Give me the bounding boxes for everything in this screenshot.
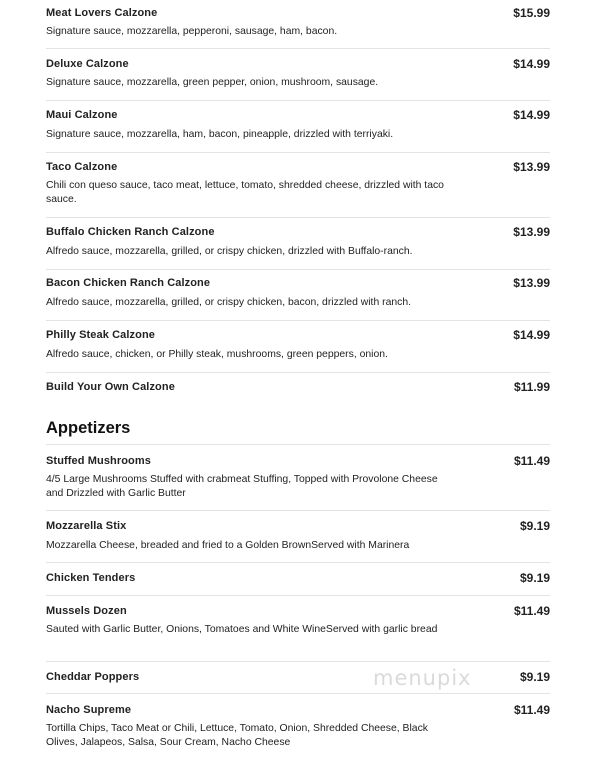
- item-price: $9.19: [519, 670, 550, 684]
- item-price: $14.99: [513, 108, 550, 122]
- item-description: Tortilla Chips, Taco Meat or Chili, Lettuce, Tomato, Onion, Shredded Cheese, Black Olives, Jalapeos, Salsa, Sour Cream, Nacho Cheese: [46, 723, 428, 748]
- item-description: Sauted with Garlic Butter, Onions, Tomatoes and White WineServed with garlic bread: [46, 624, 438, 635]
- item-description: Alfredo sauce, mozzarella, grilled, or crispy chicken, drizzled with Buffalo-ranch.: [46, 246, 413, 257]
- item-description: Signature sauce, mozzarella, green pepper, onion, mushroom, sausage.: [46, 77, 379, 88]
- menu-item-chicken-tenders: [46, 563, 550, 596]
- menu-item-meat-lovers-calzone: [46, 0, 550, 49]
- menu-item-deluxe-calzone: [46, 49, 550, 101]
- item-price: $11.49: [513, 454, 550, 468]
- item-name: Mozzarella Stix: [46, 520, 127, 532]
- item-price: $14.99: [513, 328, 550, 342]
- item-price: $13.99: [513, 225, 550, 239]
- item-price: $11.99: [513, 380, 550, 394]
- item-description: Mozzarella Cheese, breaded and fried to a Golden BrownServed with Marinera: [46, 540, 410, 551]
- item-description: Chili con queso sauce, taco meat, lettuce, tomato, shredded cheese, drizzled with taco sauce.: [46, 180, 444, 205]
- item-description: Signature sauce, mozzarella, ham, bacon, pineapple, drizzled with terriyaki.: [46, 129, 394, 140]
- item-name: Stuffed Mushrooms: [46, 455, 151, 467]
- item-price: $9.19: [519, 571, 550, 585]
- item-name: Bacon Chicken Ranch Calzone: [46, 277, 211, 289]
- item-price: $13.99: [513, 276, 550, 290]
- menu-item-bacon-chicken-ranch-calzone: [46, 270, 550, 321]
- item-price: $9.19: [519, 519, 550, 533]
- menu-item-build-your-own-calzone: [46, 373, 550, 403]
- item-description: Alfredo sauce, chicken, or Philly steak, mushrooms, green peppers, onion.: [46, 349, 388, 360]
- item-name: Maui Calzone: [46, 109, 118, 121]
- section-title-appetizers: Appetizers: [46, 419, 131, 437]
- menu-item-nacho-supreme: [46, 694, 550, 758]
- menu-item-mozzarella-stix: [46, 511, 550, 563]
- menu-item-buffalo-chicken-ranch-calzone: [46, 218, 550, 270]
- item-name: Build Your Own Calzone: [46, 381, 175, 393]
- item-description: Alfredo sauce, mozzarella, grilled, or crispy chicken, bacon, drizzled with ranch.: [46, 297, 411, 308]
- item-price: $11.49: [513, 703, 550, 717]
- menu-item-maui-calzone: [46, 101, 550, 153]
- menu-item-philly-steak-calzone: [46, 321, 550, 373]
- item-name: Cheddar Poppers: [46, 671, 140, 683]
- item-name: Chicken Tenders: [46, 572, 136, 584]
- item-name: Deluxe Calzone: [46, 58, 129, 70]
- item-price: $11.49: [513, 604, 550, 618]
- item-name: Buffalo Chicken Ranch Calzone: [46, 226, 215, 238]
- menu-item-mussels-dozen: [46, 596, 550, 662]
- item-description: 4/5 Large Mushrooms Stuffed with crabmeat Stuffing, Topped with Provolone Cheese and Drizzled with Garlic Butter: [46, 474, 438, 499]
- item-name: Mussels Dozen: [46, 605, 127, 617]
- item-name: Taco Calzone: [46, 161, 118, 173]
- item-description: Signature sauce, mozzarella, pepperoni, sausage, ham, bacon.: [46, 26, 338, 37]
- item-name: Meat Lovers Calzone: [46, 7, 158, 19]
- menupix-watermark: menupix: [373, 666, 472, 690]
- item-price: $15.99: [513, 6, 550, 20]
- menu-item-cheddar-poppers: [46, 662, 550, 694]
- item-price: $14.99: [513, 57, 550, 71]
- item-price: $13.99: [513, 160, 550, 174]
- item-name: Philly Steak Calzone: [46, 329, 155, 341]
- menu-item-stuffed-mushrooms: [46, 445, 550, 511]
- menu-item-taco-calzone: [46, 153, 550, 218]
- item-name: Nacho Supreme: [46, 704, 132, 716]
